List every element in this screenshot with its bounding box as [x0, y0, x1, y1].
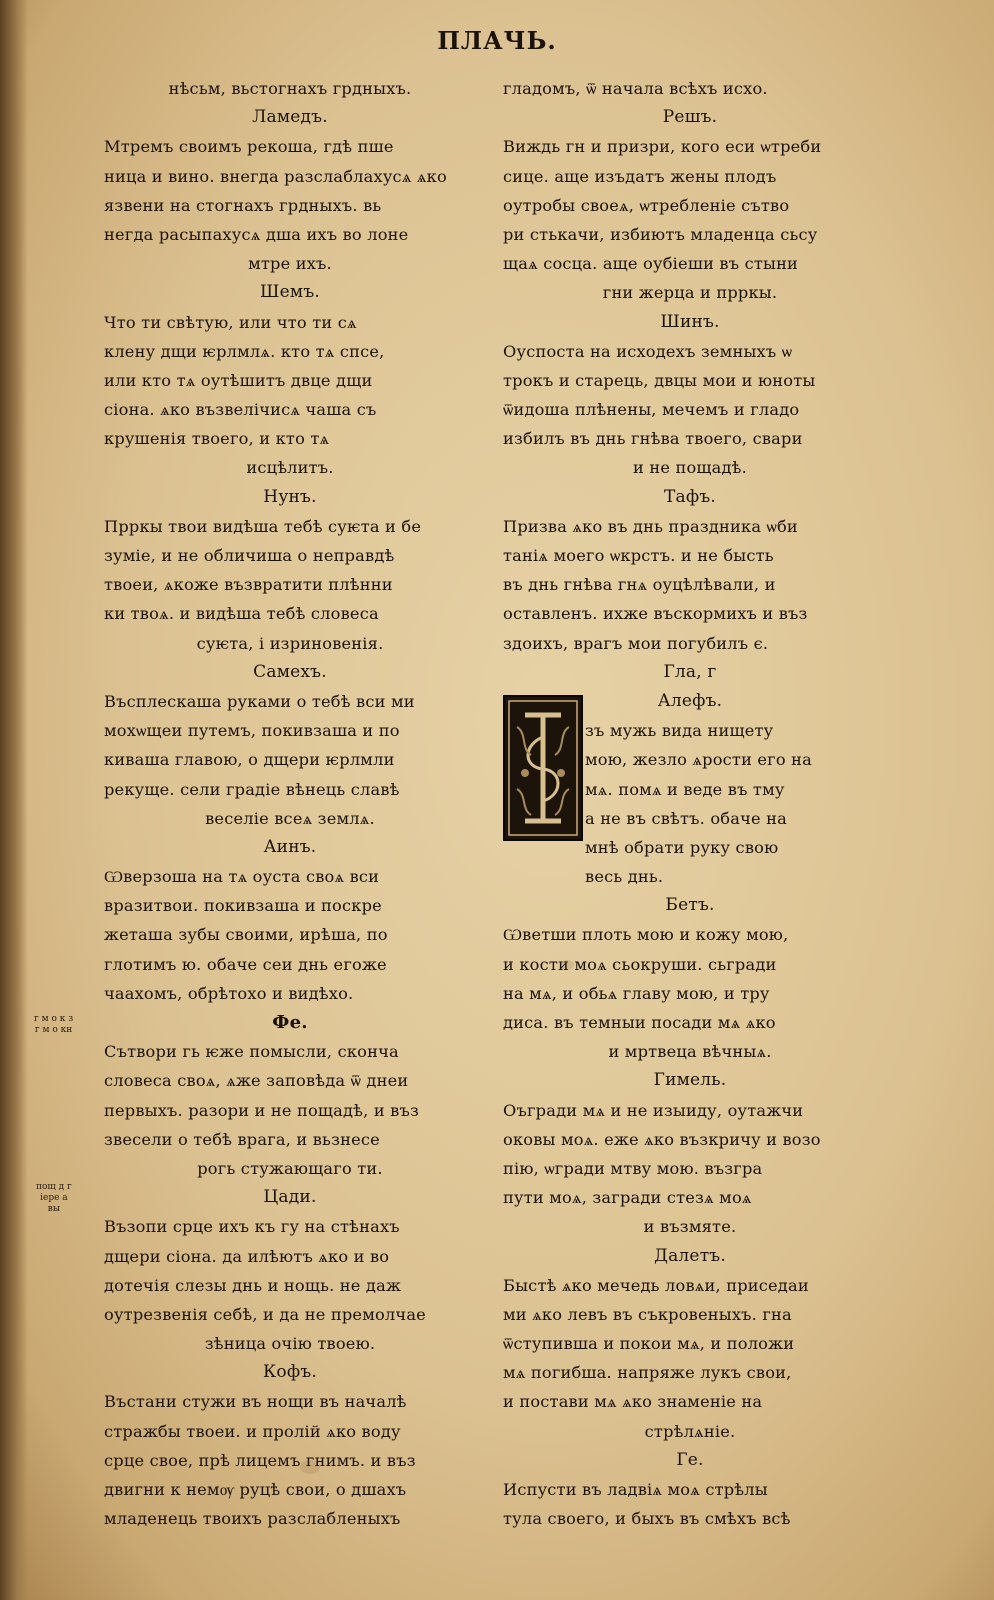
text-line: пію, ѡгради мтву мою. възгра [503, 1158, 763, 1178]
text-line: оковы моѧ. еже ѧко възкричу и возо [503, 1129, 821, 1149]
text-line: ѿступивша и покои мѧ, и положи [503, 1334, 795, 1354]
margin-note-line: іере а [40, 1193, 68, 1203]
text-line: словеса своѧ, ѧже заповѣда ѿ днеи [104, 1071, 409, 1091]
section-heading: Гла, г [663, 661, 717, 682]
text-line: и кости моѧ сьокруши. сьгради [503, 954, 777, 974]
text-line: гни жерца и прркы. [602, 283, 778, 303]
text-line: и възмяте. [643, 1217, 737, 1237]
text-line: рогь стужающаго ти. [197, 1158, 383, 1178]
text-line: мохѡщеи путемъ, покивзаша и по [104, 721, 400, 741]
text-line: веселіе всеѧ землѧ. [205, 808, 375, 828]
section-heading: Шемъ. [260, 282, 320, 303]
text-line: избилъ въ днь гнѣва твоего, свари [503, 429, 803, 449]
page-title: ПЛАЧЬ. [437, 26, 557, 55]
section-heading: Нунъ. [263, 486, 317, 507]
text-line: оставленъ. ихже въскормихъ и въз [503, 604, 808, 624]
text-line: Въсплескаша руками о тебѣ вси ми [104, 691, 415, 711]
section-heading: Кофъ. [263, 1362, 317, 1383]
text-line: оутробы своеѧ, ѡтребленіе сътво [503, 195, 790, 215]
text-line: Быстѣ ѧко мечедь ловѧи, приседаи [503, 1275, 809, 1295]
text-line: ки твоѧ. и видѣша тебѣ словеса [104, 604, 379, 624]
text-line: двигни к немѹ руцѣ свои, о дшахъ [104, 1480, 407, 1499]
section-heading: Решъ. [662, 107, 718, 128]
text-line: мтре ихъ. [248, 254, 332, 274]
text-line: Призва ѧко въ днь праздника ѡби [503, 516, 798, 536]
text-line: Оъгради мѧ и не изыиду, оутажчи [503, 1100, 804, 1120]
text-line: сіона. ѧко възвелічисѧ чаша съ [104, 400, 377, 420]
text-line: Прркы твои видѣша тебѣ суѥта и бе [104, 516, 422, 536]
text-line: стрѣлѧніе. [644, 1421, 736, 1441]
margin-note-line: пощ д г [36, 1182, 72, 1192]
text-line: и не пощадѣ. [633, 458, 747, 478]
section-heading: Гимель. [653, 1070, 727, 1091]
text-line: чаахомъ, обрѣтохо и видѣхо. [104, 983, 354, 1003]
margin-note-line: г м о кн [34, 1025, 73, 1035]
text-line: дотечія слезы днь и нощь. не даж [104, 1275, 402, 1295]
text-line: ница и вино. внегда разслаблахусѧ ѧко [104, 166, 447, 186]
text-line: на мѧ, и обьѧ главу мою, и тру [503, 983, 770, 1003]
text-line: Что ти свѣтую, или что ти сѧ [104, 312, 357, 332]
text-line: зѣница очію твоею. [204, 1334, 376, 1354]
section-heading: Шинъ. [660, 311, 720, 332]
text-line: клену дщи ѥрлмлѧ. кто тѧ спсе, [104, 341, 385, 361]
section-heading: Алефъ. [657, 690, 723, 711]
text-line: суѥта, і изриновенія. [196, 633, 384, 653]
text-line: Испусти въ ладвіѧ моѧ стрѣлы [503, 1480, 768, 1499]
section-heading: Тафъ. [664, 486, 716, 507]
text-line: сице. аще изъдатъ жены плодъ [503, 166, 777, 186]
text-line: а не въ свѣтъ. обаче на [585, 808, 787, 828]
text-line: трокъ и старець, двцы мои и юноты [503, 370, 816, 390]
margin-note-2 [36, 1182, 72, 1215]
section-heading: Фе. [272, 1012, 308, 1033]
section-heading: Далетъ. [654, 1245, 726, 1266]
text-line: язвени на стогнахъ грдныхъ. вь [104, 195, 382, 215]
text-line: первыхъ. разори и не пощадѣ, и въз [104, 1100, 420, 1120]
text-line: зъ мужь вида нищету [585, 721, 774, 741]
text-line: или кто тѧ оутѣшитъ двце дщи [104, 370, 373, 390]
text-line: и постави мѧ ѧко знаменіе на [503, 1392, 763, 1412]
text-line: въ днь гнѣва гнѧ оуцѣлѣвали, и [503, 575, 776, 595]
text-line: и мртвеца вѣчныѧ. [608, 1042, 772, 1062]
text-line: Ѡверзоша на тѧ оуста своѧ вси [104, 867, 380, 887]
margin-note-line: г м о к з [34, 1014, 74, 1024]
text-line: Виждь гн и призри, кого еси ѡтреби [503, 137, 822, 157]
section-heading: Ге. [676, 1449, 704, 1470]
text-line: ми ѧко левъ въ съкровеныхъ. гна [503, 1304, 792, 1324]
margin-note-1 [34, 1014, 73, 1036]
text-line: мѧ погибша. напряже лукъ свои, [503, 1363, 792, 1383]
text-line: весь днь. [585, 867, 664, 887]
text-line: здоихъ, врагъ мои погубилъ є. [503, 633, 769, 653]
text-line: таніѧ моего ѡкрстъ. и не бысть [503, 546, 774, 565]
section-heading: Бетъ. [665, 895, 715, 916]
page-gutter-shadow [0, 0, 28, 1600]
text-line: ѿидоша плѣнены, мечемъ и гладо [503, 400, 800, 420]
margin-note-line: вы [47, 1204, 60, 1214]
text-line: Мтремъ своимъ рекоша, гдѣ пше [104, 137, 394, 157]
text-line: рекуще. сели градіе вѣнець славѣ [104, 779, 400, 799]
text-line: оутрезвенія себѣ, и да не премолчае [104, 1304, 426, 1324]
text-line: дщери сіона. да илѣютъ ѧко и во [104, 1246, 390, 1266]
text-line: вразитвои. покивзаша и поскре [104, 896, 382, 916]
text-line: Въстани стужи въ нощи въ началѣ [104, 1392, 407, 1412]
left-column [104, 74, 476, 1533]
text-line: глотимъ ю. обаче сеи днь егоже [104, 954, 387, 974]
text-line: Оуспоста на исходехъ земныхъ ѡ [503, 341, 793, 361]
text-line: звесели о тебѣ врага, и вьзнесе [104, 1129, 380, 1149]
text-line: исцѣлитъ. [246, 458, 334, 478]
text-line: жеташа зубы своими, ирѣша, по [104, 925, 388, 945]
text-line: младенець твоихъ разслабленыхъ [104, 1509, 401, 1529]
text-line: крушенія твоего, и кто тѧ [104, 429, 330, 449]
section-heading: Самехъ. [253, 661, 327, 682]
ornamental-initial-az-icon [503, 695, 583, 841]
text-line: срце свое, прѣ лицемъ гнимъ. и въз [104, 1450, 416, 1470]
text-line: мѧ. помѧ и веде въ тму [585, 779, 785, 799]
text-line: твоеи, ѧкоже възвратити плѣнни [104, 575, 393, 595]
section-heading: Цади. [263, 1187, 317, 1208]
text-line: мою, жезло ѧрости его на [585, 750, 812, 770]
text-line: стражбы твоеи. и пролій ѧко воду [104, 1421, 401, 1441]
text-line: пути моѧ, загради стезѧ моѧ [503, 1188, 752, 1208]
text-line: Сътвори гь ѥже помысли, сконча [104, 1042, 399, 1062]
text-line: Ѡветши плоть мою и кожу мою, [503, 925, 789, 945]
section-heading: Ламедъ. [252, 107, 328, 128]
text-line: киваша главою, о дщери ѥрлмли [104, 750, 395, 770]
text-line: тула своего, и быхъ въ смѣхъ всѣ [503, 1509, 791, 1529]
text-line: зуміе, и не обличиша о неправдѣ [104, 546, 395, 565]
text-line: гладомъ, ѿ начала всѣхъ исхо. [503, 79, 768, 98]
text-line: нѣсьм, вьстогнахъ грдныхъ. [168, 79, 412, 98]
text-line: диса. въ темныи посади мѧ ѧко [503, 1013, 776, 1032]
text-line: ри стькачи, избиютъ младенца сьсу [503, 224, 818, 244]
text-line: щаѧ сосца. аще оубіеши въ стыни [503, 254, 799, 274]
text-line: мнѣ обрати руку свою [585, 837, 779, 857]
text-line: Възопи срце ихъ къ гу на стѣнахъ [104, 1217, 400, 1237]
text-line: негда расыпахусѧ дша ихъ во лоне [104, 224, 409, 244]
section-heading: Аинъ. [263, 836, 317, 857]
